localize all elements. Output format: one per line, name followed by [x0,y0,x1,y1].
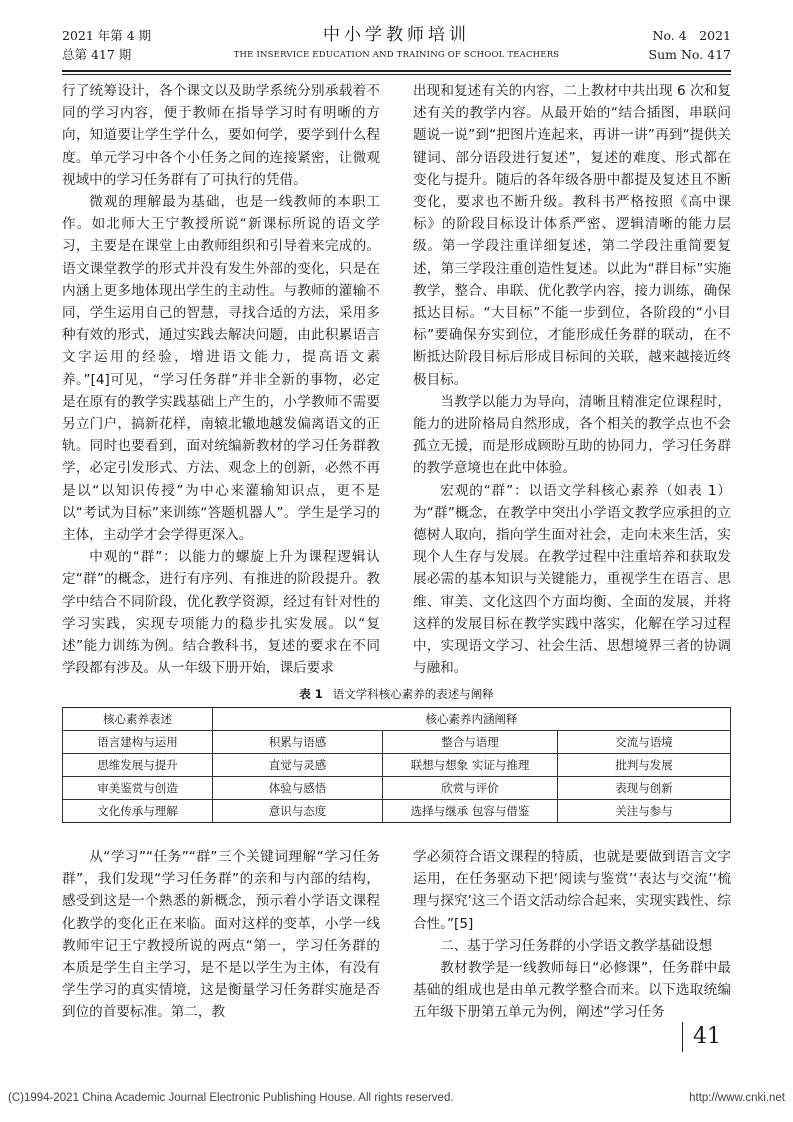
table-header-row [63,708,731,731]
table-cell: 整合与语理 [383,731,558,754]
table-number: 表 1 [299,687,323,701]
column-top-left [62,80,380,680]
table-cell: 文化传承与理解 [63,800,213,823]
table-cell: 欣赏与评价 [383,777,558,800]
issue-info-en [649,26,732,64]
publisher-url[interactable]: http://www.cnki.net [689,1092,785,1104]
issue-number-en: No. 4 2021 [652,28,731,43]
paragraph: 从“学习”“任务”“群”三个关键词理解“学习任务群”，我们发现“学习任务群”的亲和与内部的结构，感受到这是一个熟悉的新概念，预示着小学语文课程化教学的变化正在来临。面对这样的变革，小学一线教师牢记王宁教授所说的两点“第一，学习任务群的本质是学生自主学习，是不是以学生为主体，有没有学生学习的真实情境，这是衡量学习任务群实施是否到位的首要标准。第二，教 [62,849,380,1021]
paragraph: 行了统筹设计，各个课文以及助学系统分别承载着不同的学习内容，便于教师在指导学习时有明晰的方向，知道要让学生学什么，要如何学，要学到什么程度。单元学习中各个小任务之间的连接紧密，让微观视域中的学习任务群有了可执行的凭借。 [62,83,380,188]
issue-sum-en: Sum No. 417 [648,47,731,62]
table-caption [0,686,793,702]
table-cell: 语言建构与运用 [63,731,213,754]
table-cell: 审美鉴赏与创造 [63,777,213,800]
paragraph: 教材教学是一线教师每日“必修课”，任务群中最基础的组成也是由单元教学整合而来。以下选取统编五年级下册第五单元为例，阐述“学习任务 [413,960,731,1021]
table-row [63,731,731,754]
header-rule-thick [62,70,731,72]
issue-total-number: 总第 417 期 [62,47,132,62]
paragraph: 出现和复述有关的内容，二上教材中共出现 6 次和复述有关的教学内容。从最开始的“结合插图，串联问题说一说”到“把图片连起来，再讲一讲”再到“提供关键词、部分语段进行复述”，复述的难度、形式都在变化与提升。随后的各年级各册中都提及复述且不断变化，要求也不断升级。教科书严格按照《高中课标》的阶段目标设计体系严密、逻辑清晰的能力层级。第一学段注重详细复述，第二学段注重简要复述，第三学段注重创造性复述。以此为“群目标”实施教学，整合、串联、优化教学内容，接力训练，确保抵达目标。“大目标”不能一步到位，各阶段的“小目标”要确保夯实到位，才能形成任务群的联动，在不断抵达阶段目标后形成目标间的关联，越来越接近终极目标。 [413,83,731,388]
table-header-cell: 核心素养表述 [63,708,213,731]
paragraph: 中观的“群”：以能力的螺旋上升为课程逻辑认定“群”的概念，进行有序列、有推进的阶段提升。教学中结合不同阶段，优化教学资源，经过有针对性的学习实践，实现专项能力的稳步扎实发展。以“复述”能力训练为例。结合教科书，复述的要求在不同学段都有涉及。从一年级下册开始，课后要求 [62,549,380,677]
table-cell: 关注与参与 [558,800,731,823]
core-literacy-table [62,707,731,823]
table-title: 语文学科核心素养的表述与阐释 [332,687,494,701]
table-row [63,754,731,777]
page-number: 41 [682,1022,721,1052]
paragraph: 学必须符合语文课程的特质，也就是要做到语言文字运用，在任务驱动下把‘阅读与鉴赏’‘表达与交流’‘梳理与探究’这三个语文活动综合起来，实现实践性、综合性。”[5] [413,849,731,932]
column-bottom-left [62,846,380,1024]
paragraph: 微观的理解最为基础，也是一线教师的本职工作。如北师大王宁教授所说“新课标所说的语文学习，主要是在课堂上由教师组织和引导着来完成的。语文课堂教学的形式并没有发生外部的变化，只是在内涵上更多地体现出学生的主动性。与教师的灌输不同，学生运用自己的智慧，寻找合适的方法，采用多种有效的形式，通过实践去解决问题，由此积累语言文字运用的经验，增进语文能力，提高语文素养。”[4]可见，“学习任务群”并非全新的事物，必定是在原有的教学实践基础上产生的，小学教师不需要另立门户，搞新花样，南辕北辙地越发偏离语文的正轨。同时也要看到，面对统编新教材的学习任务群教学，必定引发形式、方法、观念上的创新，必然不再是以“以知识传授”为中心来灌输知识点，更不是以“考试为目标”来训练“答题机器人”。学生是学习的主体，主动学才会学得更深入。 [62,194,380,544]
journal-title: 中小学教师培训 [323,25,470,45]
table-row [63,800,731,823]
section-heading: 二、基于学习任务群的小学语文教学基础设想 [440,937,713,954]
table-cell: 体验与感悟 [213,777,383,800]
table-cell: 批判与发展 [558,754,731,777]
paragraph: 当教学以能力为导向，清晰且精准定位课程时，能力的进阶格局自然形成，各个相关的教学点也不会孤立无援，而是形成顾盼互助的协同力，学习任务群的教学意境也在此中体验。 [413,393,731,477]
journal-subtitle: THE INSERVICE EDUCATION AND TRAINING OF SCHOOL TEACHERS [233,50,560,60]
table-cell: 选择与继承 包容与借鉴 [383,800,558,823]
column-top-right [413,80,731,680]
table-cell: 交流与语境 [558,731,731,754]
table-row [63,777,731,800]
header-rule-thin [62,74,731,75]
table-cell: 表现与创新 [558,777,731,800]
column-bottom-right [413,846,731,1024]
issue-year-number: 2021 年第 4 期 [62,28,152,43]
table-cell: 积累与语感 [213,731,383,754]
table-cell: 联想与想象 实证与推理 [383,754,558,777]
table-cell: 直觉与灵感 [213,754,383,777]
copyright-text: (C)1994-2021 China Academic Journal Electronic Publishing House. All rights reserved. [8,1092,454,1104]
table-header-cell: 核心素养内涵阐释 [213,708,731,731]
table-cell: 意识与态度 [213,800,383,823]
table-cell: 思维发展与提升 [63,754,213,777]
paragraph: 宏观的“群”：以语文学科核心素养（如表 1）为“群”概念，在教学中突出小学语文教学应承担的立德树人取向，指向学生面对社会，走向未来生活，实现个人生存与发展。在教学过程中注重培养和获取发展必需的基本知识与关键能力，重视学生在语言、思维、审美、文化这四个方面均衡、全面的发展，并将这样的发展目标在教学实践中落实，化解在学习过程中，实现语文学习、社会生活、思想境界三者的协调与融和。 [413,482,731,677]
